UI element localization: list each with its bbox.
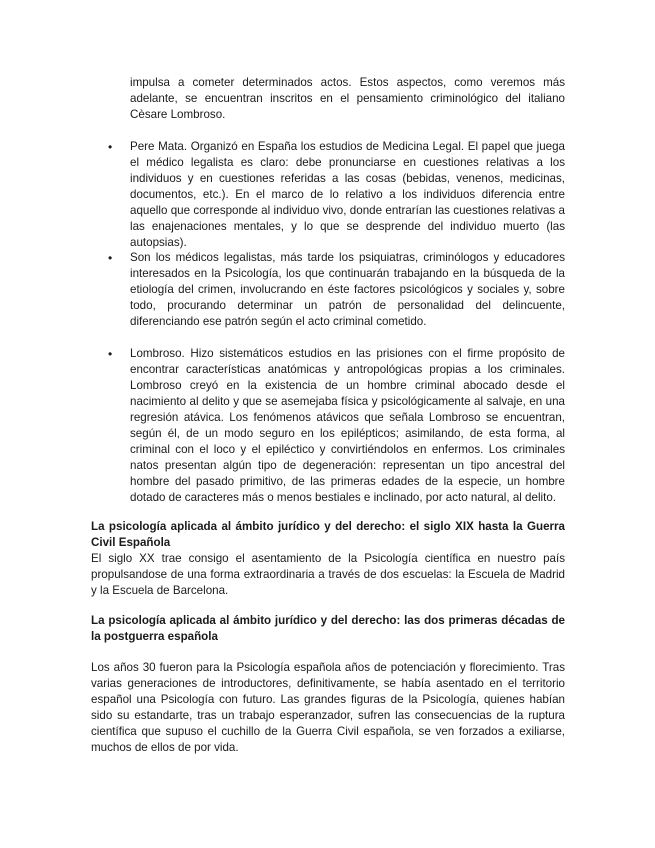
- continuation-paragraph: impulsa a cometer determinados actos. Estos aspectos, como veremos más adelante, se encuentran inscritos en el pensamiento criminológico del italiano Cèsare Lombroso.: [130, 76, 565, 121]
- list-item: [108, 139, 565, 251]
- section-heading: La psicología aplicada al ámbito jurídico y del derecho: el siglo XIX hasta la Guerra Civil Española: [91, 520, 565, 549]
- list-item-text: Lombroso. Hizo sistemáticos estudios en las prisiones con el firme propósito de encontrar características anatómicas y antropológicas propias a los criminales. Lombroso creyó en la existencia de un hombre criminal abocado desde el nacimiento al delito y que se asemejaba física y psicológicamente al salvaje, en una regresión atávica. Los fenómenos atávicos que señala Lombroso se encuentran, según él, de un modo seguro en los epilépticos; asimilando, de esta forma, al criminal con el loco y el epiléctico y convirtiéndolos en enfermos. Los criminales natos presentan algún tipo de degeneración: representan un tipo ancestral del hombre del pasado primitivo, de las primeras edades de la especie, un hombre dotado de caracteres más o menos bestiales e inclinado, por acto natural, al delito.: [130, 347, 565, 504]
- bullet-marker: •: [108, 140, 113, 154]
- paragraph: El siglo XX trae consigo el asentamiento de la Psicología científica en nuestro país propulsandose de una forma extraordinaria a través de dos escuelas: la Escuela de Madrid y la Escuela de Barcelona.: [91, 552, 565, 597]
- bullet-marker: •: [108, 347, 113, 361]
- list-item-text: Son los médicos legalistas, más tarde los psiquiatras, criminólogos y educadores interesados en la Psicología, los que continuarán trabajando en la búsqueda de la etiología del crimen, involucrando en éste factores psicológicos y sociales y, sobre todo, procurando determinar un patrón de personalidad del delincuente, diferenciando ese patrón según el acto criminal cometido.: [130, 251, 565, 328]
- list-item-text: Pere Mata. Organizó en España los estudios de Medicina Legal. El papel que juega el médico legalista es claro: debe pronunciarse en cuestiones relativas a los individuos y en cuestiones referidas a las cosas (bebidas, venenos, medicinas, documentos, etc.). En el marco de lo relativo a los individuos diferencia entre aquello que corresponde al individuo vivo, donde entrarían las cuestiones relativas a las enajenaciones mentales, y lo que se desprende del individuo muerto (las autopsias).: [130, 140, 565, 249]
- paragraph: Los años 30 fueron para la Psicología española años de potenciación y florecimiento. Tras varias generaciones de introductores, definitivamente, se había asentado en el territorio español una Psicología con futuro. Las grandes figuras de la Psicología, quienes habían sido su estandarte, tras un trabajo esperanzador, sufren las consecuencias de la ruptura científica que supuso el cuchillo de la Guerra Civil española, se ven forzados a exiliarse, muchos de ellos de por vida.: [91, 661, 565, 754]
- list-item: [108, 346, 565, 506]
- list-item: [108, 250, 565, 330]
- section-heading: La psicología aplicada al ámbito jurídico y del derecho: las dos primeras décadas de la postguerra española: [91, 614, 565, 643]
- bullet-marker: •: [108, 251, 113, 265]
